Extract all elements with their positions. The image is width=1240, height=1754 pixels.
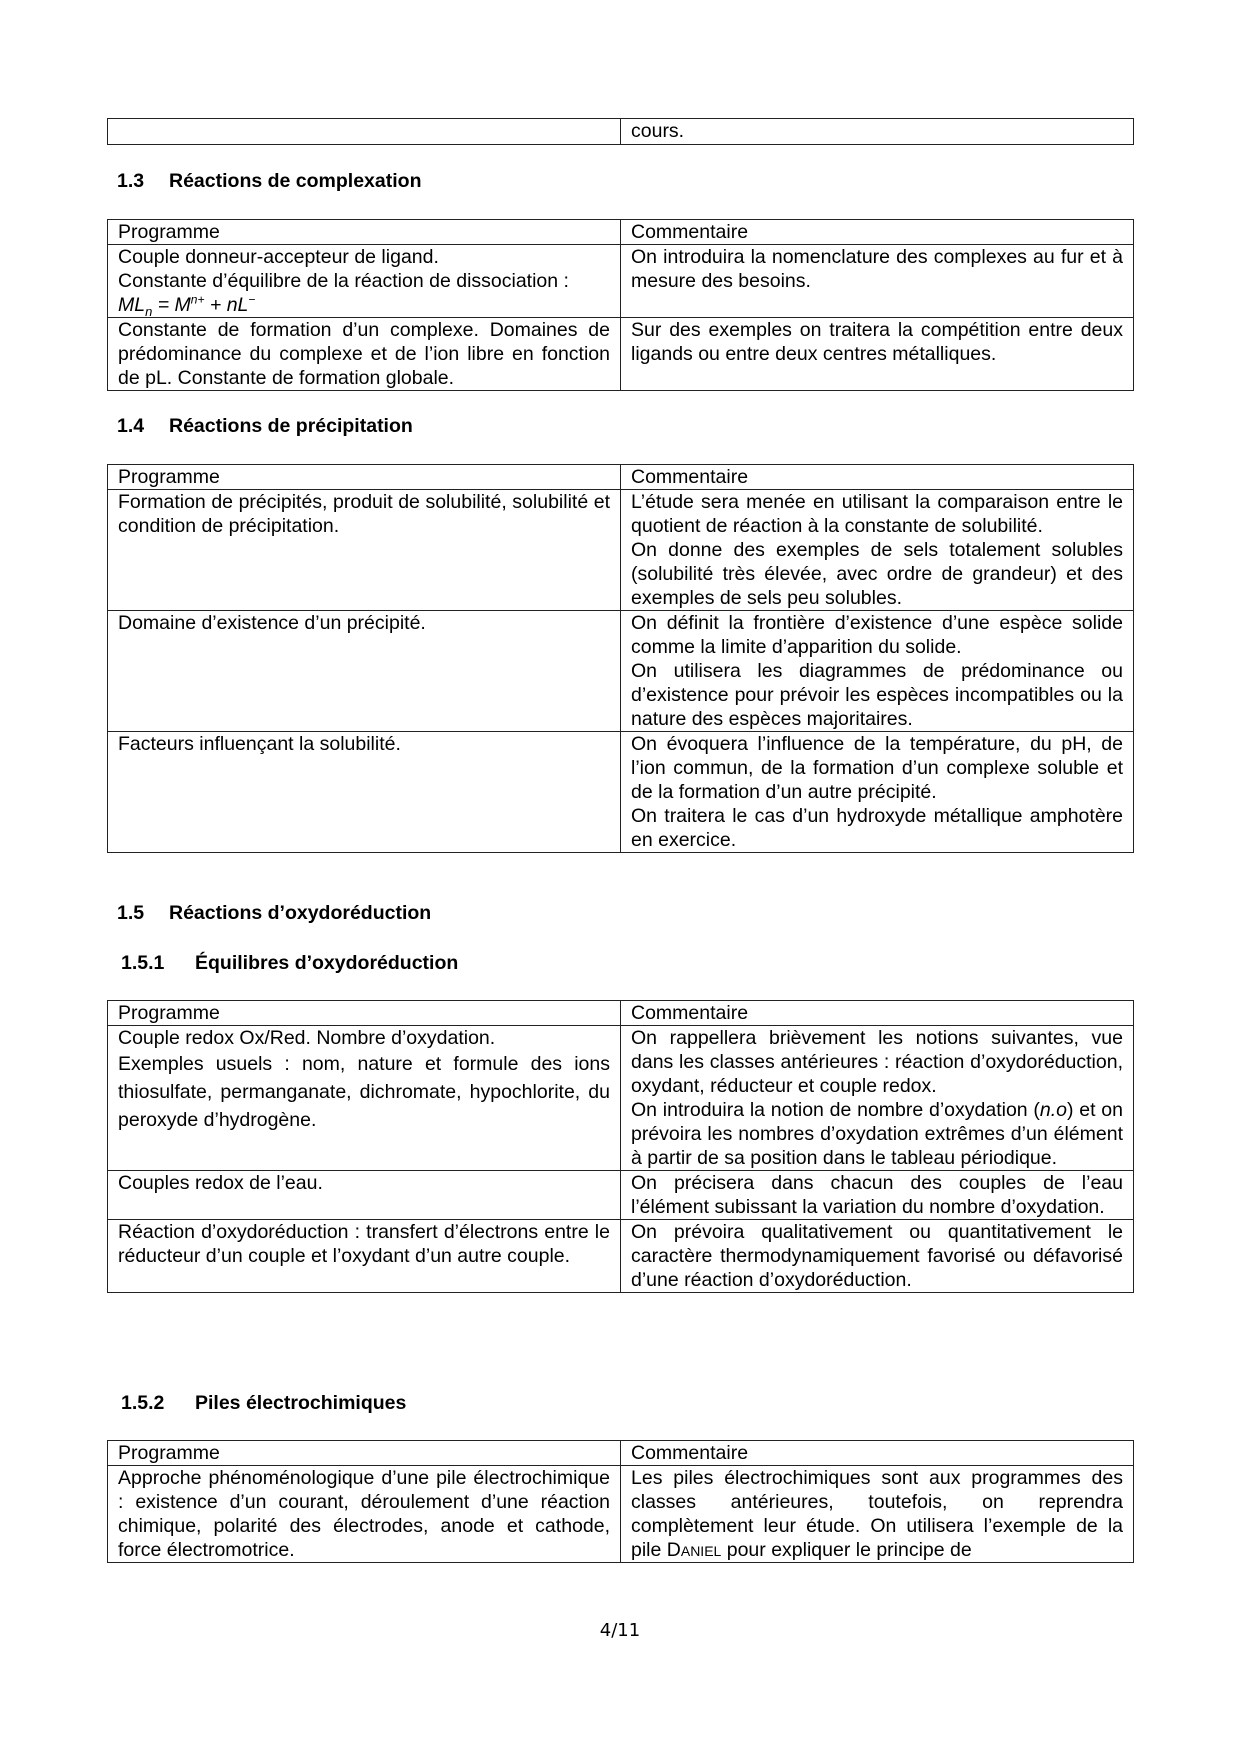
continuation-table: [107, 118, 1134, 145]
header-cell: Commentaire: [621, 465, 1134, 490]
section-heading-1-5-1: [121, 952, 458, 975]
complexation-table: [107, 219, 1134, 391]
precipitation-table: [107, 464, 1134, 853]
section-title: Réactions d’oxydoréduction: [169, 902, 432, 924]
table-cell: Constante de formation d’un complexe. Domaines de prédominance du complexe et de l’ion libre en fonction de pL. Constante de formation globale.: [108, 318, 621, 391]
table-cell: Couple redox Ox/Red. Nombre d’oxydation. Exemples usuels : nom, nature et formule des ions thiosulfate, permanganate, dichromate, hypochlorite, du peroxyde d’hydrogène.: [108, 1026, 621, 1171]
section-heading-1-5: [117, 902, 431, 925]
table-cell: On prévoira qualitativement ou quantitativement le caractère thermodynamiquement favorisé ou défavorisé d’une réaction d’oxydoréduction.: [621, 1220, 1134, 1293]
table-cell: [108, 245, 621, 318]
section-title: Piles électrochimiques: [195, 1392, 407, 1414]
table-cell: Les piles électrochimiques sont aux programmes des classes antérieures, toutefois, on reprendra complètement leur étude. On utilisera l’exemple de la pile Daniel pour expliquer le principe de: [621, 1466, 1134, 1563]
section-title: Équilibres d’oxydoréduction: [195, 952, 459, 974]
electrochemical-cells-table: [107, 1440, 1134, 1563]
section-heading-1-3: [117, 170, 421, 193]
header-cell: Programme: [108, 1441, 621, 1466]
section-title: Réactions de complexation: [169, 170, 422, 192]
header-cell: Commentaire: [621, 1001, 1134, 1026]
empty-cell: [108, 119, 621, 145]
section-heading-1-4: [117, 415, 413, 438]
table-cell: On évoquera l’influence de la température, du pH, de l’ion commun, de la formation d’un complexe soluble et de la formation d’un autre précipité. On traitera le cas d’un hydroxyde métallique amphotère en exercice.: [621, 732, 1134, 853]
page-number: 4/11: [599, 1620, 641, 1641]
section-number: 1.3: [117, 170, 145, 192]
header-cell: Commentaire: [621, 220, 1134, 245]
table-cell: Réaction d’oxydoréduction : transfert d’électrons entre le réducteur d’un couple et l’oxydant d’un autre couple.: [108, 1220, 621, 1293]
dissociation-formula: $ML_n = M^{n+} + nL^-$: [118, 292, 256, 319]
cell-text: Couple donneur-accepteur de ligand.: [118, 246, 439, 268]
table-cell: Facteurs influençant la solubilité.: [108, 732, 621, 853]
table-cell: Formation de précipités, produit de solubilité, solubilité et condition de précipitation.: [108, 490, 621, 611]
table-cell: cours.: [621, 119, 1134, 145]
section-number: 1.5.1: [121, 952, 165, 974]
table-cell: Sur des exemples on traitera la compétition entre deux ligands ou entre deux centres métalliques.: [621, 318, 1134, 391]
header-cell: Programme: [108, 1001, 621, 1026]
table-cell: On rappellera brièvement les notions suivantes, vue dans les classes antérieures : réaction d’oxydoréduction, oxydant, réducteur et couple redox. On introduira la notion de nombre d’oxydation (n.o) et on prévoira les nombres d’oxydation extrêmes d’un élément à partir de sa position dans le tableau périodique.: [621, 1026, 1134, 1171]
cell-text: Constante d’équilibre de la réaction de dissociation :: [118, 270, 569, 292]
header-cell: Commentaire: [621, 1441, 1134, 1466]
header-cell: Programme: [108, 465, 621, 490]
section-number: 1.4: [117, 415, 145, 437]
table-cell: On introduira la nomenclature des complexes au fur et à mesure des besoins.: [621, 245, 1134, 318]
daniel-name: Daniel: [666, 1539, 722, 1561]
header-cell: Programme: [108, 220, 621, 245]
table-cell: L’étude sera menée en utilisant la comparaison entre le quotient de réaction à la constante de solubilité. On donne des exemples de sels totalement solubles (solubilité très élevée, avec ordre de grandeur) et des exemples de sels peu solubles.: [621, 490, 1134, 611]
table-cell: On précisera dans chacun des couples de l’eau l’élément subissant la variation du nombre d’oxydation.: [621, 1171, 1134, 1220]
table-cell: Approche phénoménologique d’une pile électrochimique : existence d’un courant, déroulement d’une réaction chimique, polarité des électrodes, anode et cathode, force électromotrice.: [108, 1466, 621, 1563]
section-number: 1.5.2: [121, 1392, 165, 1414]
redox-equilibria-table: [107, 1000, 1134, 1293]
table-cell: Domaine d’existence d’un précipité.: [108, 611, 621, 732]
section-number: 1.5: [117, 902, 145, 924]
section-heading-1-5-2: [121, 1392, 406, 1415]
table-cell: On définit la frontière d’existence d’une espèce solide comme la limite d’apparition du solide. On utilisera les diagrammes de prédominance ou d’existence pour prévoir les espèces incompatibles ou la nature des espèces majoritaires.: [621, 611, 1134, 732]
section-title: Réactions de précipitation: [169, 415, 413, 437]
table-cell: Couples redox de l’eau.: [108, 1171, 621, 1220]
